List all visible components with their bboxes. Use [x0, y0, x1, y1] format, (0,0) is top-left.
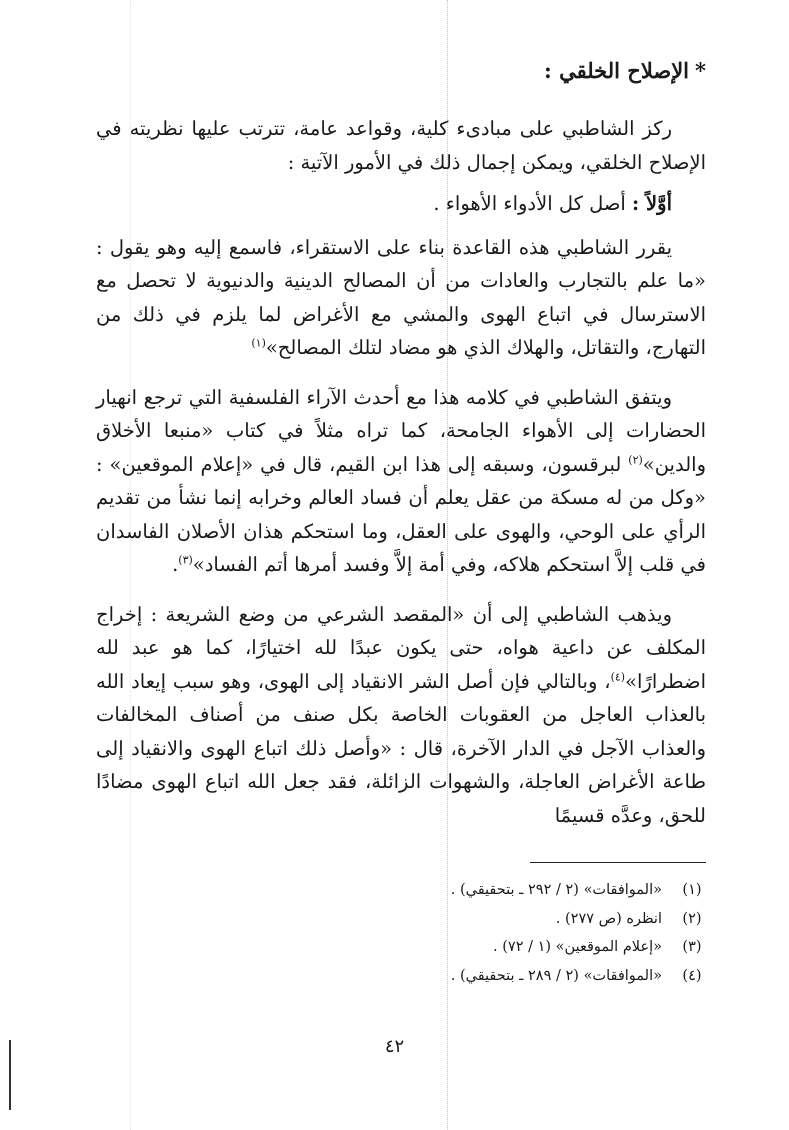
footnote-text: «الموافقات» (٢ / ٢٨٩ ـ بتحقيقي) .: [450, 967, 662, 984]
first-point-text: أصل كل الأدواء الأهواء .: [433, 192, 626, 215]
paragraph-text: يقرر الشاطبي هذه القاعدة بناء على الاستقراء، فاسمع إليه وهو يقول : «ما علم بالتجارب والعادات من أن المصالح الدينية والدنيوية لا تحصل مع الاسترسال في اتباع الهوى والمشي مع الأغراض لما يلزم في ذلك من التهارج، والتقاتل، والهلاك الذي هو مضاد لتلك المصالح»: [96, 235, 706, 359]
footnotes: [206, 876, 706, 990]
footnote-number: (٣): [682, 939, 702, 955]
footnote-text: انظره (ص ٢٧٧) .: [555, 910, 662, 927]
paragraph-sharia: [96, 598, 706, 833]
paragraph-text: ويذهب الشاطبي إلى أن «المقصد الشرعي من وضع الشريعة : إخراج المكلف عن داعية هواه، حتى يكون عبدًا لله اختيارًا، كما هو عبد لله اضطرارًا»: [96, 602, 706, 693]
footnote-ref: (١): [251, 336, 266, 350]
footnote-number: (٤): [682, 967, 702, 984]
paragraph-end: .: [172, 553, 179, 576]
paragraph-text: ويتفق الشاطبي في كلامه هذا مع أحدث الآراء الفلسفية التي ترجع انهيار الحضارات إلى الأهواء الجامحة، كما تراه مثلاً في كتاب «منبعا الأخلاق والدين»: [96, 385, 706, 476]
heading-title: الإصلاح الخلقي :: [544, 58, 690, 83]
footnote-divider: [530, 862, 706, 863]
intro-paragraph: ركز الشاطبي على مبادىء كلية، وقواعد عامة، تترتب عليها نظريته في الإصلاح الخلقي، ويمكن إجمال ذلك في الأمور الآتية :: [96, 117, 706, 174]
footnote-item: [206, 933, 706, 962]
page-number: ٤٢: [384, 1036, 405, 1057]
footnote-item: [206, 876, 706, 905]
heading-star: *: [695, 58, 706, 83]
footnote-text: «الموافقات» (٢ / ٢٩٢ ـ بتحقيقي) .: [450, 882, 662, 898]
footnote-ref: (٤): [610, 670, 626, 683]
footnote-item: [206, 905, 706, 934]
footnote-number: (٢): [682, 910, 702, 927]
footnote-number: (١): [682, 882, 702, 898]
paragraph-text: ، وبالتالي فإن أصل الشر الانقياد إلى الهوى، وهو سبب إيعاد الله بالعذاب العاجل من العقوبات الخاصة بكل صنف من أصناف المخالفات والعذاب الآجل في الدار الآخرة، قال : «وأصل ذلك اتباع الهوى والانقياد إلى طاعة الأغراض العاجلة، والشهوات الزائلة، فقد جعل الله اتباع الهوى مضادًا للحق، وعدَّه قسيمًا: [96, 669, 706, 827]
main-text: [96, 112, 706, 832]
footnote-ref: (٢): [628, 453, 643, 466]
footnote-ref: (٣): [178, 553, 193, 567]
paragraph-philosophy: [96, 381, 706, 582]
section-heading: [544, 58, 706, 83]
footnote-text: «إعلام الموقعين» (١ / ٧٢) .: [493, 939, 662, 955]
first-point: [96, 187, 706, 221]
paragraph-istiqra: [96, 231, 706, 365]
footnote-item: [206, 962, 706, 991]
paragraph-text: لبرقسون، وسبقه إلى هذا ابن القيم، قال في «إعلام الموقعين» : «وكل من له مسكة من عقل يعلم أن فساد العالم وخرابه إنما نشأ من تقديم الرأي على الوحي، والهوى على العقل، وما استحكم هذان الأصلان الفاسدان في قلب إلاَّ استحكم هلاكه، وفي أمة إلاَّ وفسد أمرها أتم الفساد»: [96, 452, 706, 576]
first-point-label: أوَّلاً :: [632, 192, 672, 215]
